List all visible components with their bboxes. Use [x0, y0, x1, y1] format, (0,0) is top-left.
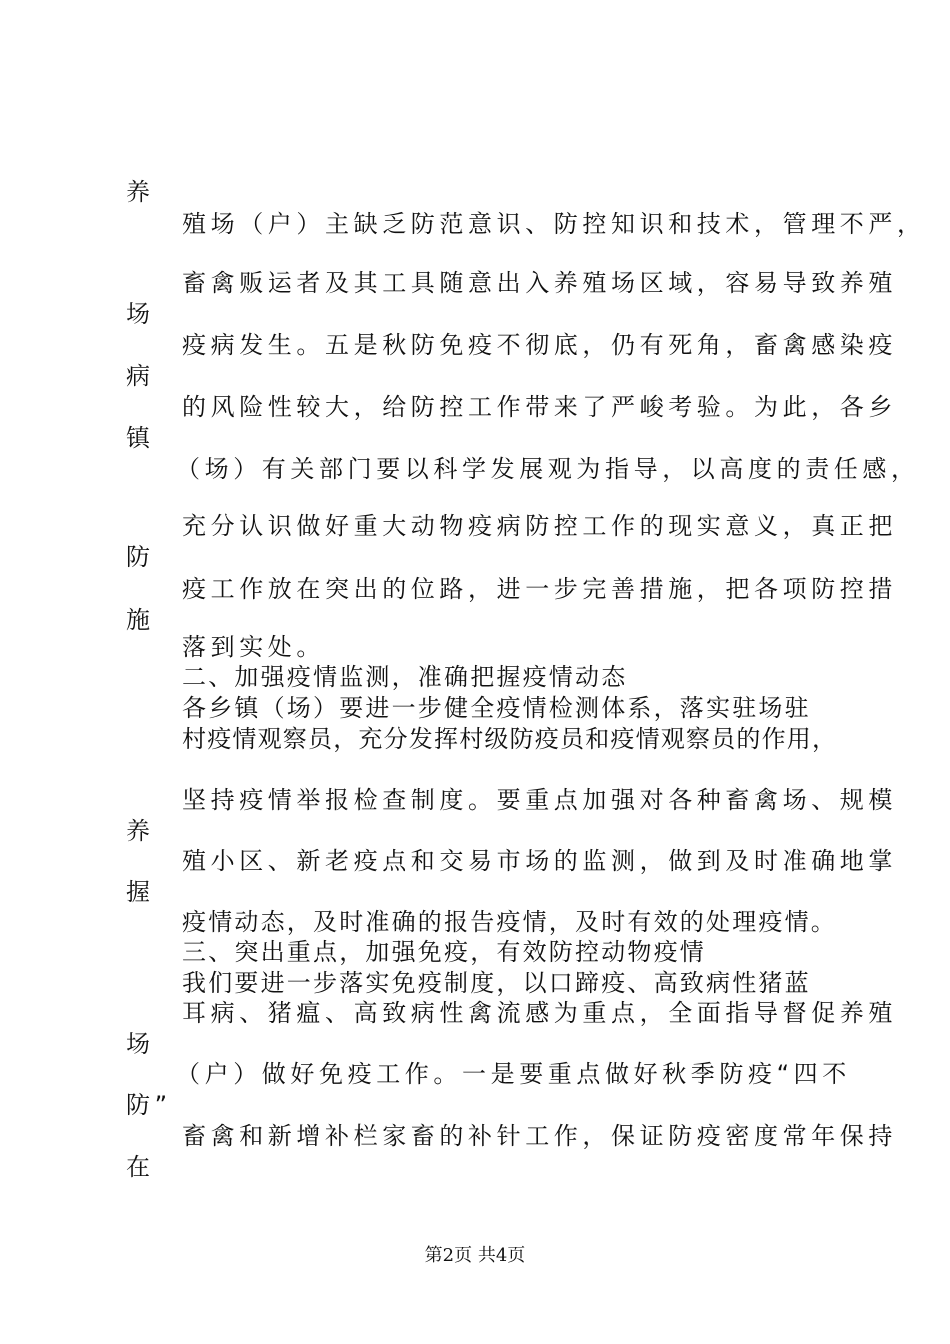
text-line: 养	[126, 178, 155, 206]
text-line: 畜禽贩运者及其工具随意出入养殖场区域，容易导致养殖	[182, 269, 897, 297]
text-line: 握	[126, 878, 155, 906]
text-line: 在	[126, 1153, 155, 1181]
page-number-footer: 第2页 共4页	[424, 1245, 526, 1266]
text-line: 施	[126, 606, 155, 634]
text-line: 防	[126, 543, 155, 571]
text-line: 村疫情观察员，充分发挥村级防疫员和疫情观察员的作用，	[182, 725, 838, 753]
text-line: 殖场（户）主缺乏防范意识、防控知识和技术，管理不严，	[182, 210, 926, 238]
text-line: 各乡镇（场）要进一步健全疫情检测体系，落实驻场驻	[182, 694, 811, 722]
text-line: 场	[126, 1030, 155, 1058]
text-line: （户）做好免疫工作。一是要重点做好秋季防疫“四不	[176, 1060, 851, 1088]
text-line: 防”	[126, 1091, 172, 1119]
section-heading: 三、突出重点，加强免疫，有效防控动物疫情	[182, 938, 706, 966]
text-line: 充分认识做好重大动物疫病防控工作的现实意义，真正把	[182, 512, 897, 540]
section-heading: 二、加强疫情监测，准确把握疫情动态	[182, 663, 628, 691]
text-line: 我们要进一步落实免疫制度，以口蹄疫、高致病性猪蓝	[182, 969, 811, 997]
text-line: 畜禽和新增补栏家畜的补针工作，保证防疫密度常年保持	[182, 1122, 897, 1150]
text-line: 落到实处。	[182, 633, 325, 661]
text-line: 场	[126, 300, 155, 328]
text-line: 殖小区、新老疫点和交易市场的监测，做到及时准确地掌	[182, 847, 897, 875]
text-line: 的风险性较大，给防控工作带来了严峻考验。为此，各乡	[182, 393, 897, 421]
text-line: 病	[126, 362, 155, 390]
text-line: 耳病、猪瘟、高致病性禽流感为重点，全面指导督促养殖	[182, 999, 897, 1027]
text-line: 疫病发生。五是秋防免疫不彻底，仍有死角，畜禽感染疫	[182, 331, 897, 359]
text-line: 坚持疫情举报检查制度。要重点加强对各种畜禽场、规模	[182, 786, 897, 814]
text-line: 疫情动态，及时准确的报告疫情，及时有效的处理疫情。	[182, 908, 837, 936]
text-line: 镇	[126, 424, 155, 452]
text-line: 疫工作放在突出的位路，进一步完善措施，把各项防控措	[182, 575, 897, 603]
text-line: 养	[126, 817, 155, 845]
text-line: （场）有关部门要以科学发展观为指导，以高度的责任感，	[176, 455, 920, 483]
